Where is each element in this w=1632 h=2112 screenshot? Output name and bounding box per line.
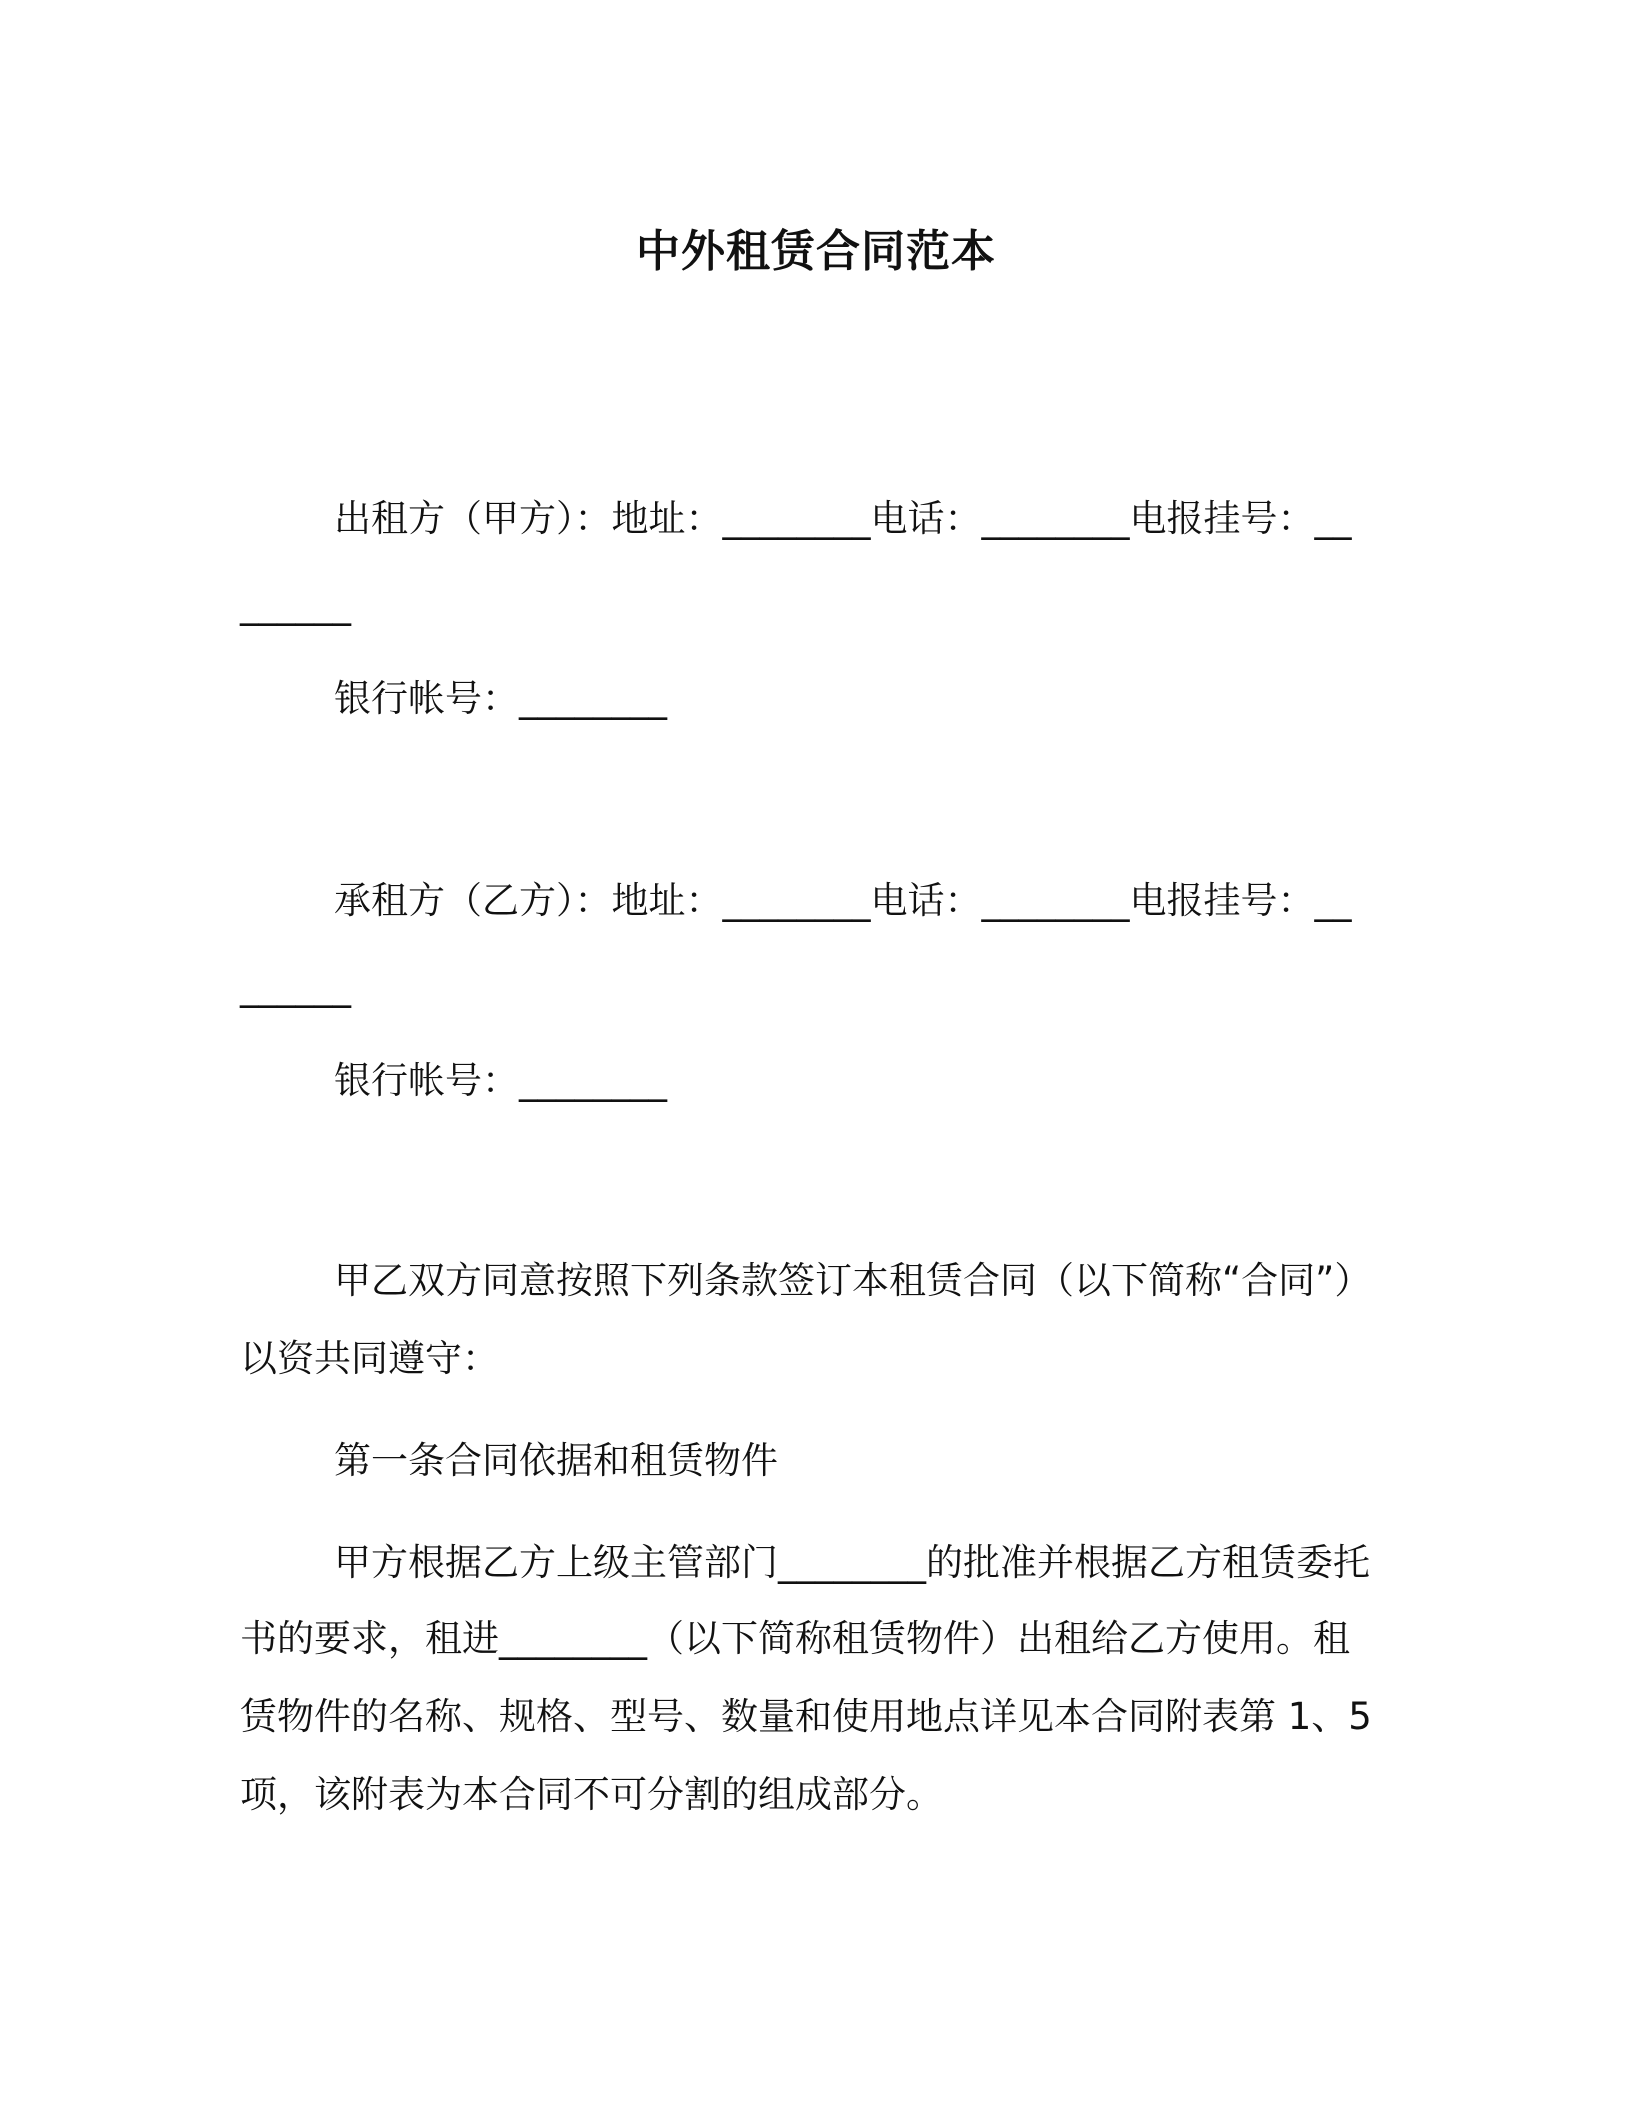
article-1-line-3: 赁物件的名称、规格、型号、数量和使用地点详见本合同附表第 1、5 — [240, 1695, 1372, 1738]
lessor-info-line: 出租方（甲方）：地址：________电话：________电报挂号：__ — [334, 497, 1352, 540]
lessee-bank-account: 银行帐号：________ — [334, 1059, 667, 1102]
article-1-heading: 第一条合同依据和租赁物件 — [334, 1439, 778, 1482]
lessee-info-line: 承租方（乙方）：地址：________电话：________电报挂号：__ — [334, 879, 1352, 922]
document-title: 中外租赁合同范本 — [636, 226, 996, 277]
lessor-info-continuation: ______ — [240, 583, 351, 626]
preamble-line-1: 甲乙双方同意按照下列条款签订本租赁合同（以下简称“合同”） — [334, 1259, 1372, 1302]
lessor-bank-account: 银行帐号：________ — [334, 677, 667, 720]
lessee-info-continuation: ______ — [240, 965, 351, 1008]
preamble-line-2: 以资共同遵守： — [240, 1337, 499, 1380]
article-1-line-2: 书的要求，租进________（以下简称租赁物件）出租给乙方使用。租 — [240, 1617, 1350, 1660]
article-1-line-4: 项，该附表为本合同不可分割的组成部分。 — [240, 1773, 943, 1816]
article-1-line-1: 甲方根据乙方上级主管部门________的批准并根据乙方租赁委托 — [334, 1541, 1370, 1584]
